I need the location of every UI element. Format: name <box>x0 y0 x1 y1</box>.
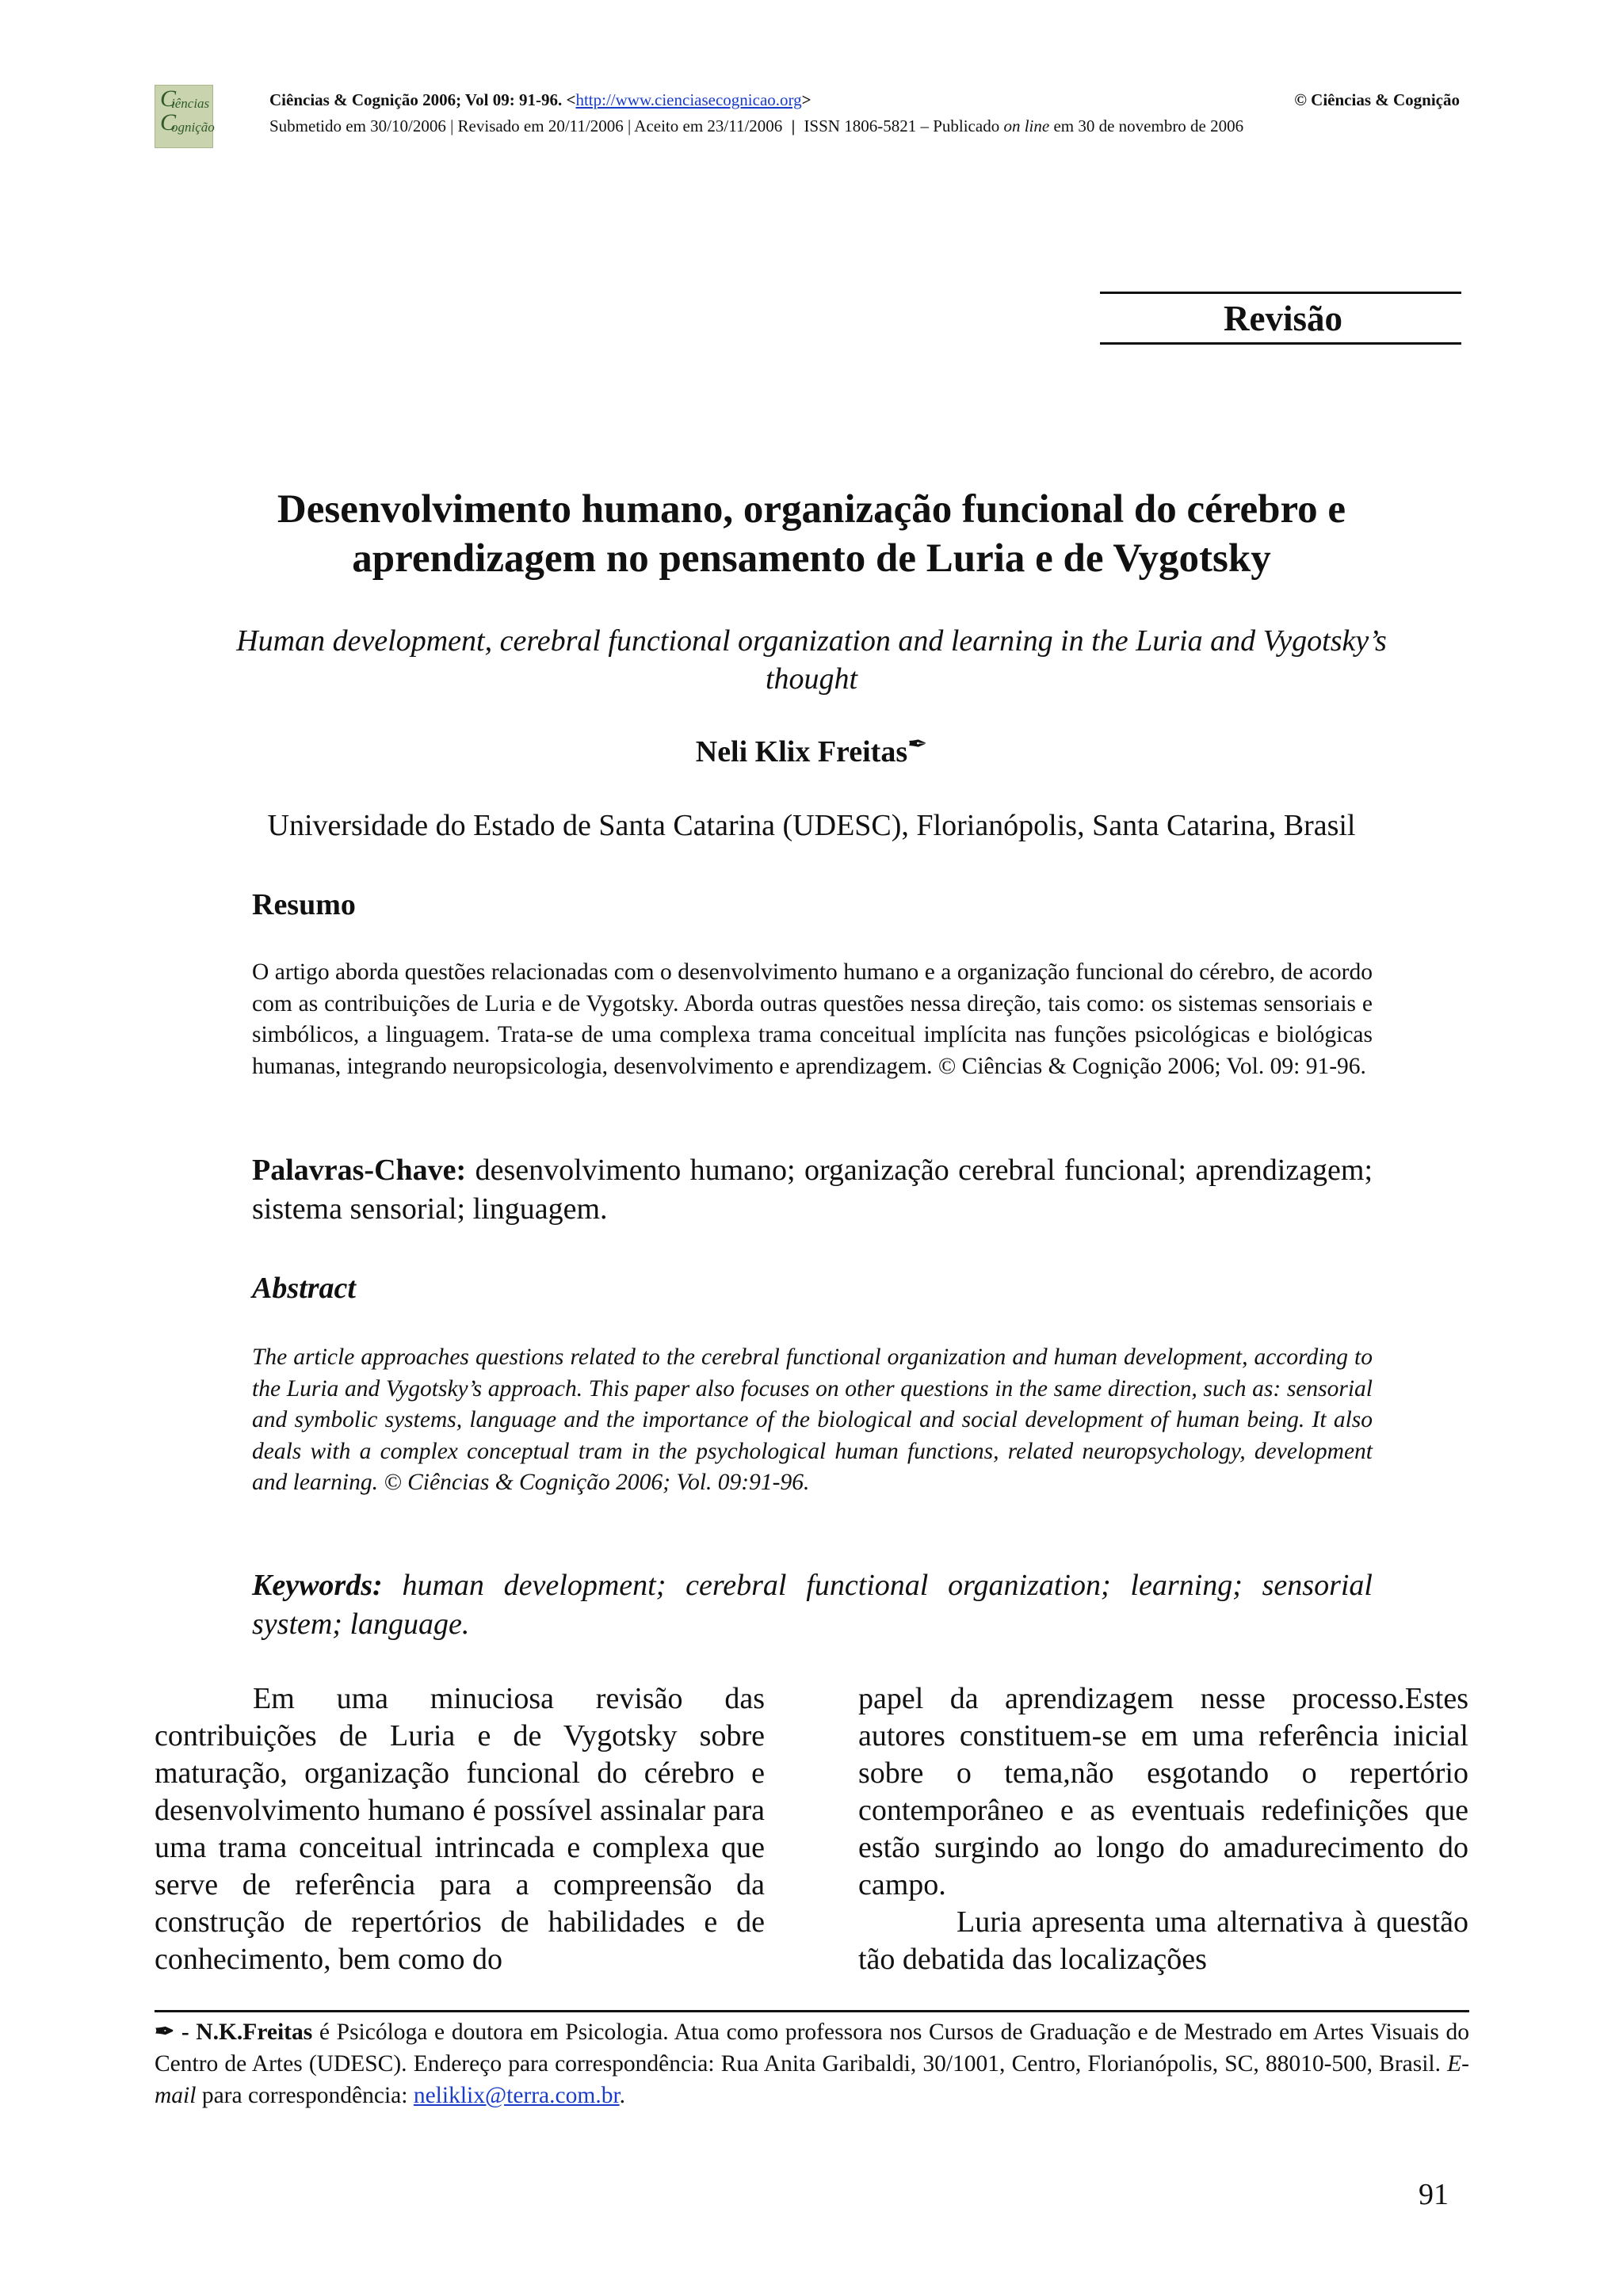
journal-logo <box>155 85 213 148</box>
footnote <box>155 2016 1469 2111</box>
author-name <box>127 730 1496 769</box>
dates-online: on line <box>1003 116 1050 135</box>
dates-separator: | <box>791 116 796 135</box>
header-copyright: © Ciências & Cognição <box>1294 90 1460 109</box>
subtitle-line-1: Human development, cerebral functional organization and learning in the Luria and Vygotsky’s <box>236 624 1387 658</box>
journal-url-link[interactable]: http://www.cienciasecognicao.org <box>575 90 802 109</box>
section-rule-top <box>1100 292 1461 294</box>
body-col1-text: Em uma minuciosa revisão das contribuições de Luria e de Vygotsky sobre maturação, organização funcional do cérebro e desenvolvimento humano é possível assinalar para uma trama conceitual intrincada e complexa que serve de referência para a compreensão da construção de repertórios de habilidades e de conhecimento, bem como do <box>155 1682 765 1976</box>
author-affiliation: Universidade do Estado de Santa Catarina (UDESC), Florianópolis, Santa Catarina, Brasil <box>267 809 1356 842</box>
article-title <box>127 485 1496 583</box>
logo-text-top: iências <box>171 96 210 111</box>
keywords-en <box>252 1566 1373 1644</box>
title-line-2: aprendizagem no pensamento de Luria e de Vygotsky <box>352 536 1271 581</box>
footnote-author: - N.K.Freitas <box>181 2019 313 2045</box>
subtitle-line-2: thought <box>765 662 858 696</box>
logo-initial-c2: C <box>160 109 177 135</box>
body-column-left <box>155 1680 765 1978</box>
body-col2-para2: Luria apresenta uma alternativa à questão tão debatida das localizações <box>858 1905 1468 1976</box>
abstract-text: The article approaches questions related to the cerebral functional organization and human development, according to the Luria and Vygotsky’s approach. This paper also focuses on other questions in the same direction, such as: sensorial and symbolic systems, language and the importance of the biological and social development of human being. It also deals with a complex conceptual tram in the psychological human functions, related neuropsychology, development and learning. © Ciências & Cognição 2006; Vol. 09:91-96. <box>252 1344 1373 1495</box>
article-subtitle <box>158 622 1465 698</box>
footnote-email-link[interactable]: neliklix@terra.com.br <box>413 2083 620 2108</box>
pen-icon: ✒ <box>155 2019 175 2045</box>
dates-issn: ISSN 1806-5821 – Publicado <box>804 116 1000 135</box>
dates-left: Submetido em 30/10/2006 | Revisado em 20/11/2006 | Aceito em 23/11/2006 <box>269 116 783 135</box>
keywords-pt-text: desenvolvimento humano; organização cerebral funcional; aprendizagem; sistema sensorial; linguagem. <box>252 1154 1373 1226</box>
body-column-right <box>858 1680 1468 1978</box>
page-number: 91 <box>1419 2178 1449 2211</box>
title-line-1: Desenvolvimento humano, organização funcional do cérebro e <box>277 487 1346 532</box>
footnote-text-2: para correspondência: <box>201 2083 408 2108</box>
footnote-rule <box>155 2010 1469 2012</box>
keywords-en-text: human development; cerebral functional organization; learning; sensorial system; language. <box>252 1569 1373 1641</box>
logo-initial-c1: C <box>160 86 177 112</box>
footnote-email-label: E-mail <box>155 2051 1469 2108</box>
pen-icon: ✒ <box>907 731 928 757</box>
body-col2-para2-wrap <box>858 1904 1468 1978</box>
keywords-en-label: Keywords: <box>252 1569 383 1602</box>
header-dates-line <box>269 116 1460 136</box>
body-col2-para1: papel da aprendizagem nesse processo.Estes autores constituem-se em uma referência inicial sobre o tema,não esgotando o repertório contemporâneo e as eventuais redefinições que estão surgindo ao longo do amadurecimento do campo. <box>858 1682 1468 1901</box>
abstract-heading: Abstract <box>252 1272 356 1305</box>
keywords-pt <box>252 1151 1373 1229</box>
resumo-heading: Resumo <box>252 888 356 921</box>
citation-suffix: > <box>801 90 812 109</box>
footnote-text: é Psicóloga e doutora em Psicologia. Atua como professora nos Cursos de Graduação e de Mestrado em Artes Visuais do Centro de Artes (UDESC). Endereço para correspondência: Rua Anita Garibaldi, 30/1001, Centro, Florianópolis, SC, 88010-500, Brasil. <box>155 2019 1469 2077</box>
keywords-pt-label: Palavras-Chave: <box>252 1154 467 1187</box>
author-text: Neli Klix Freitas <box>695 735 908 769</box>
header-citation-line <box>269 90 1460 110</box>
logo-text-bottom: ognição <box>171 120 215 135</box>
dates-end: em 30 de novembro de 2006 <box>1053 116 1244 135</box>
citation-prefix: Ciências & Cognição 2006; Vol 09: 91-96. < <box>269 90 576 109</box>
footnote-end: . <box>619 2083 626 2108</box>
section-label: Revisão <box>1224 299 1342 338</box>
resumo-text: O artigo aborda questões relacionadas com o desenvolvimento humano e a organização funcional do cérebro, de acordo com as contribuições de Luria e de Vygotsky. Aborda outras questões nessa direção, tais como: os sistemas sensoriais e simbólicos, a linguagem. Trata-se de uma complexa trama conceitual implícita nas funções psicológicas e biológicas humanas, integrando neuropsicologia, desenvolvimento e aprendizagem. © Ciências & Cognição 2006; Vol. 09: 91-96. <box>252 959 1373 1079</box>
section-rule-bottom <box>1100 342 1461 345</box>
